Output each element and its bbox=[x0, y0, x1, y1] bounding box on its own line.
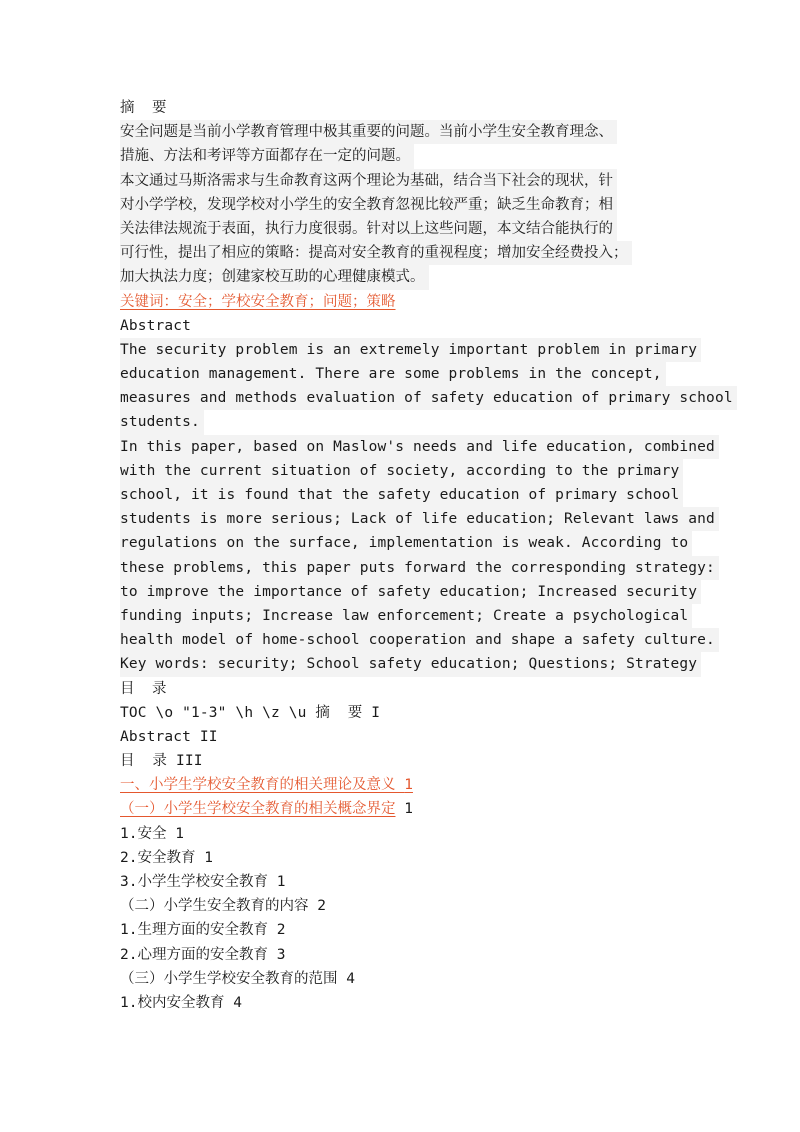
abstract-en-line: these problems, this paper puts forward the corresponding strategy: bbox=[120, 556, 719, 580]
abstract-en-line: funding inputs; Increase law enforcement; Create a psychological bbox=[120, 604, 692, 628]
keywords-en: Key words: security; School safety education; Questions; Strategy bbox=[120, 652, 701, 676]
abstract-en-line: The security problem is an extremely important problem in primary bbox=[120, 338, 701, 362]
toc-entry-section-1[interactable] bbox=[120, 773, 710, 797]
abstract-zh-line: 措施、方法和考评等方面都存在一定的问题。 bbox=[120, 144, 414, 168]
toc-entry[interactable]: 1.生理方面的安全教育 2 bbox=[120, 922, 286, 939]
toc-section-1-title: 一、小学生学校安全教育的相关理论及意义 bbox=[120, 777, 396, 794]
toc-section-1-link[interactable] bbox=[120, 777, 413, 793]
abstract-zh-line: 对小学学校，发现学校对小学生的安全教育忽视比较严重；缺乏生命教育；相 bbox=[120, 193, 617, 217]
toc-entry-subsection-1[interactable] bbox=[120, 797, 710, 821]
toc-section-1-page: 1 bbox=[404, 777, 413, 794]
abstract-en-line: education management. There are some problems in the concept, bbox=[120, 362, 666, 386]
toc-entry[interactable]: 1.校内安全教育 4 bbox=[120, 994, 242, 1011]
abstract-en-line: students. bbox=[120, 410, 204, 434]
toc-entry[interactable]: 3.小学生学校安全教育 1 bbox=[120, 874, 286, 890]
toc-subsection-1-link[interactable]: （一）小学生学校安全教育的相关概念界定 bbox=[120, 801, 396, 818]
abstract-en-line: health model of home-school cooperation and shape a safety culture. bbox=[120, 628, 719, 652]
abstract-zh-line: 加大执法力度；创建家校互助的心理健康模式。 bbox=[120, 265, 429, 289]
document-page bbox=[120, 96, 733, 1015]
abstract-en-line: students is more serious; Lack of life education; Relevant laws and bbox=[120, 507, 719, 531]
keywords-zh-link[interactable]: 关键词：安全；学校安全教育；问题；策略 bbox=[120, 293, 396, 310]
abstract-zh-line: 可行性，提出了相应的策略：提高对安全教育的重视程度；增加安全经费投入； bbox=[120, 241, 632, 265]
abstract-zh-line: 关法律法规流于表面，执行力度很弱。针对以上这些问题，本文结合能执行的 bbox=[120, 217, 617, 241]
toc-entry[interactable]: （三）小学生学校安全教育的范围 4 bbox=[120, 970, 355, 987]
abstract-en-line: with the current situation of society, according to the primary bbox=[120, 459, 683, 483]
toc-field-code[interactable]: TOC \o "1-3" \h \z \u 摘 要 I bbox=[120, 704, 381, 721]
abstract-en-line: to improve the importance of safety education; Increased security bbox=[120, 580, 701, 604]
abstract-zh-line: 安全问题是当前小学教育管理中极其重要的问题。当前小学生安全教育理念、 bbox=[120, 120, 617, 144]
abstract-en-line: regulations on the surface, implementation is weak. According to bbox=[120, 531, 692, 555]
abstract-en-line: school, it is found that the safety education of primary school bbox=[120, 483, 683, 507]
toc-entry-contents[interactable]: 目 录 III bbox=[120, 753, 203, 770]
abstract-en-heading: Abstract bbox=[120, 317, 192, 334]
abstract-zh-line: 本文通过马斯洛需求与生命教育这两个理论为基础，结合当下社会的现状，针 bbox=[120, 169, 617, 193]
toc-entry[interactable]: 2.安全教育 1 bbox=[120, 849, 213, 866]
abstract-en-line: measures and methods evaluation of safety education of primary school bbox=[120, 386, 737, 410]
toc-entry-abstract[interactable]: Abstract II bbox=[120, 728, 218, 745]
abstract-heading: 摘 要 bbox=[120, 100, 167, 116]
toc-heading: 目 录 bbox=[120, 680, 167, 697]
abstract-en-line: In this paper, based on Maslow's needs and life education, combined bbox=[120, 435, 719, 459]
toc-entry[interactable]: 2.心理方面的安全教育 3 bbox=[120, 946, 286, 963]
toc-subsection-1-page: 1 bbox=[404, 801, 413, 818]
toc-entry[interactable]: （二）小学生安全教育的内容 2 bbox=[120, 898, 326, 915]
toc-entry[interactable]: 1.安全 1 bbox=[120, 825, 184, 842]
